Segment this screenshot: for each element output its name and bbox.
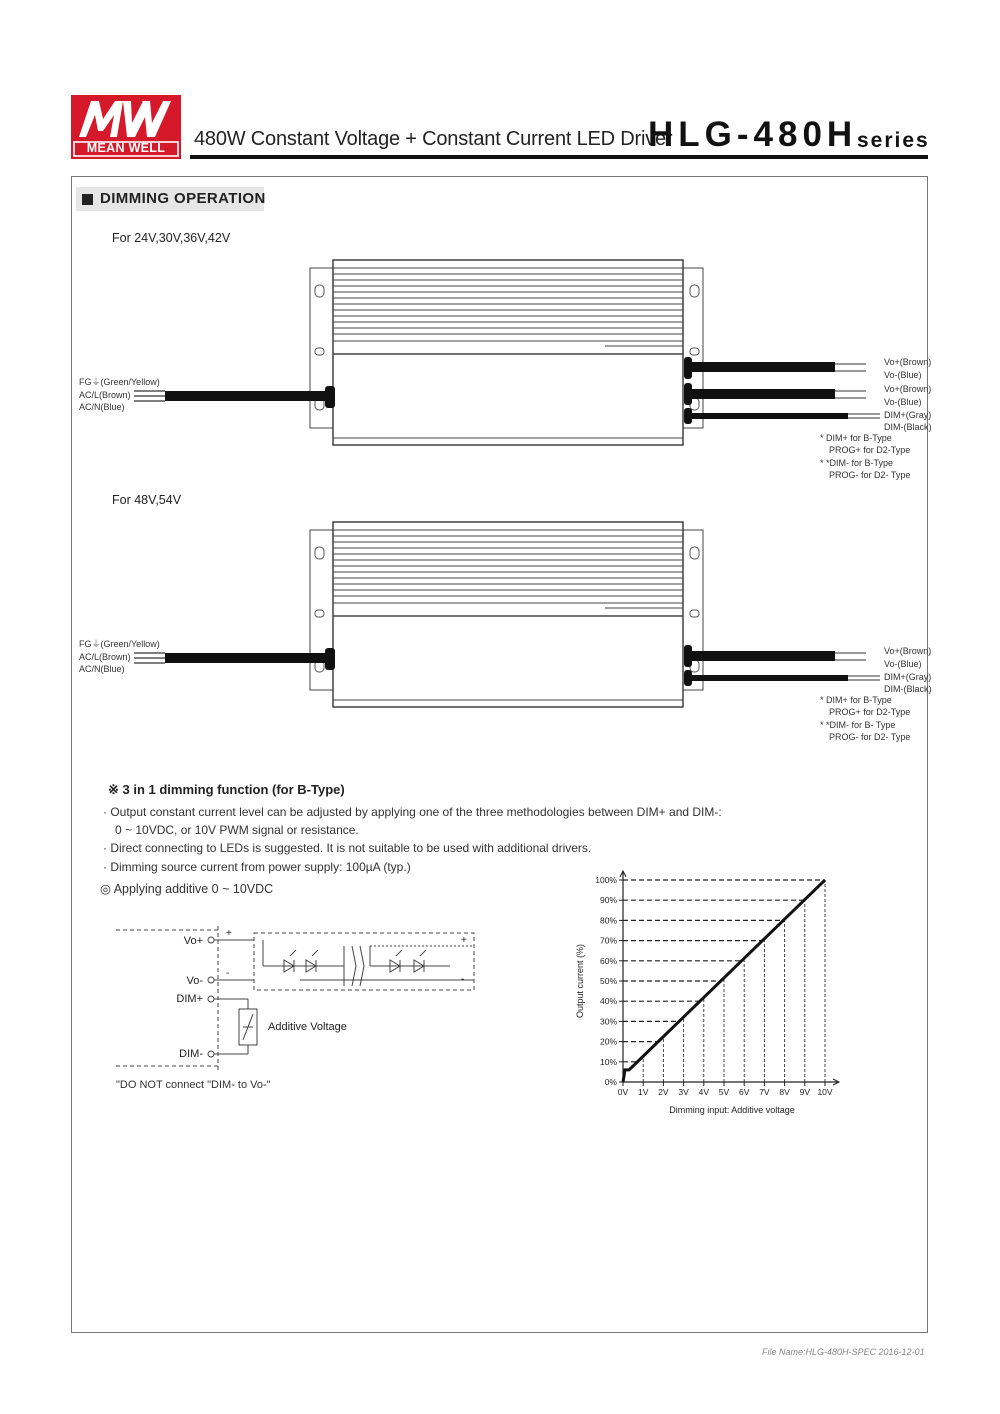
output-wire: DIM-(Black) bbox=[884, 422, 932, 432]
chart-x-tick-label: 5V bbox=[718, 1087, 730, 1097]
chart-y-tick-label: 50% bbox=[599, 976, 617, 986]
chart-x-tick-label: 3V bbox=[678, 1087, 689, 1097]
dimming-circuit bbox=[100, 920, 500, 1070]
chart-y-tick-label: 80% bbox=[599, 915, 617, 926]
dimming-bullet: 0 ~ 10VDC, or 10V PWM signal or resistance. bbox=[115, 823, 359, 837]
input-wire-fg: FG⏚(Green/Yellow) bbox=[79, 639, 160, 649]
terminal-dim-minus: DIM- bbox=[179, 1048, 203, 1060]
chart-x-tick-label: 2V bbox=[658, 1087, 669, 1097]
chart-y-tick-label: 10% bbox=[599, 1056, 617, 1067]
logo-text: MEAN WELL bbox=[86, 141, 166, 155]
chart-x-tick-label: 10V bbox=[817, 1087, 833, 1097]
chart-x-tick-label: 8V bbox=[779, 1087, 790, 1097]
model-name: HLG-480H bbox=[648, 115, 858, 154]
type-note: PROG- for D2- Type bbox=[829, 732, 911, 742]
terminal-dim-plus: DIM+ bbox=[176, 993, 203, 1005]
type-note: PROG- for D2- Type bbox=[829, 470, 911, 480]
terminal-vo-plus: Vo+ bbox=[183, 935, 203, 947]
chart-x-tick-label: 0V bbox=[617, 1087, 629, 1097]
section-bullet-icon bbox=[82, 194, 93, 205]
dimming-bullet: · Direct connecting to LEDs is suggested. It is not suitable to be used with additional drivers. bbox=[103, 841, 592, 855]
chart-x-axis-label: Dimming input: Additive voltage bbox=[669, 1105, 795, 1115]
chart-y-tick-label: 20% bbox=[599, 1036, 617, 1047]
terminal-vo-minus: Vo- bbox=[186, 975, 203, 987]
type-note: * *DIM- for B- Type bbox=[820, 720, 896, 730]
header-rule bbox=[190, 155, 928, 159]
type-note: PROG+ for D2-Type bbox=[829, 445, 911, 455]
input-wire-fg: FG⏚(Green/Yellow) bbox=[79, 377, 160, 387]
footer-file-info: File Name:HLG-480H-SPEC 2016-12-01 bbox=[762, 1347, 925, 1357]
type-note: PROG+ for D2-Type bbox=[829, 707, 911, 717]
chart-x-tick-label: 6V bbox=[738, 1087, 750, 1097]
chart-x-tick-label: 1V bbox=[637, 1087, 649, 1097]
dimming-heading: ※ 3 in 1 dimming function (for B-Type) bbox=[108, 782, 345, 797]
input-wire-ac-l: AC/L(Brown) bbox=[79, 652, 131, 662]
output-wire: Vo+(Brown) bbox=[884, 646, 932, 656]
dimming-chart bbox=[570, 866, 860, 1126]
chart-y-tick-label: 60% bbox=[599, 955, 617, 966]
connection-warning: "DO NOT connect "DIM- to Vo-" bbox=[116, 1079, 271, 1091]
input-wire-ac-n: AC/N(Blue) bbox=[79, 402, 125, 412]
variant-a-label: For 24V,30V,36V,42V bbox=[112, 231, 231, 245]
chart-y-tick-label: 70% bbox=[599, 935, 617, 946]
dimming-bullet: · Output constant current level can be adjusted by applying one of the three methodologies between DIM+ and DIM-: bbox=[103, 805, 722, 819]
load-minus: - bbox=[461, 974, 465, 985]
chart-x-tick-label: 9V bbox=[799, 1087, 811, 1097]
chart-y-tick-label: 90% bbox=[599, 895, 617, 906]
chart-y-tick-label: 0% bbox=[604, 1077, 617, 1087]
additive-voltage-label: Additive Voltage bbox=[268, 1021, 347, 1033]
applying-label: ◎ Applying additive 0 ~ 10VDC bbox=[100, 882, 274, 896]
type-note: * *DIM- for B-Type bbox=[820, 458, 894, 468]
output-wire: Vo+(Brown) bbox=[884, 357, 932, 367]
section-title: DIMMING OPERATION bbox=[100, 190, 266, 207]
chart-axes bbox=[619, 871, 839, 1086]
load-plus: + bbox=[461, 935, 467, 946]
product-title: 480W Constant Voltage + Constant Current LED Driver bbox=[194, 128, 673, 150]
output-wire: Vo-(Blue) bbox=[884, 370, 922, 380]
polarity-plus: + bbox=[226, 928, 232, 939]
output-wire: Vo-(Blue) bbox=[884, 659, 922, 669]
input-wire-ac-l: AC/L(Brown) bbox=[79, 390, 131, 400]
type-note: * DIM+ for B-Type bbox=[820, 695, 892, 705]
series-label: series bbox=[857, 129, 930, 152]
input-wire-ac-n: AC/N(Blue) bbox=[79, 664, 125, 674]
chart-y-tick-label: 40% bbox=[599, 996, 617, 1007]
output-wire: DIM+(Gray) bbox=[884, 672, 932, 682]
chart-y-axis-label: Output current (%) bbox=[575, 943, 585, 1019]
type-note: * DIM+ for B-Type bbox=[820, 433, 892, 443]
variant-b-label: For 48V,54V bbox=[112, 493, 182, 507]
chart-x-tick-label: 4V bbox=[698, 1087, 710, 1097]
chart-x-tick-label: 7V bbox=[759, 1087, 770, 1097]
dimming-bullet: · Dimming source current from power supply: 100µA (typ.) bbox=[103, 860, 411, 874]
output-wire: Vo+(Brown) bbox=[884, 384, 932, 394]
output-wire: Vo-(Blue) bbox=[884, 397, 922, 407]
chart-y-tick-label: 30% bbox=[599, 1016, 617, 1027]
mean-well-logo bbox=[71, 95, 181, 159]
output-wire: DIM+(Gray) bbox=[884, 410, 932, 420]
polarity-minus: - bbox=[226, 968, 230, 979]
driver-diagram-a bbox=[0, 250, 1000, 450]
driver-diagram-b bbox=[0, 512, 1000, 712]
output-wire: DIM-(Black) bbox=[884, 684, 932, 694]
chart-y-tick-label: 100% bbox=[595, 875, 617, 885]
